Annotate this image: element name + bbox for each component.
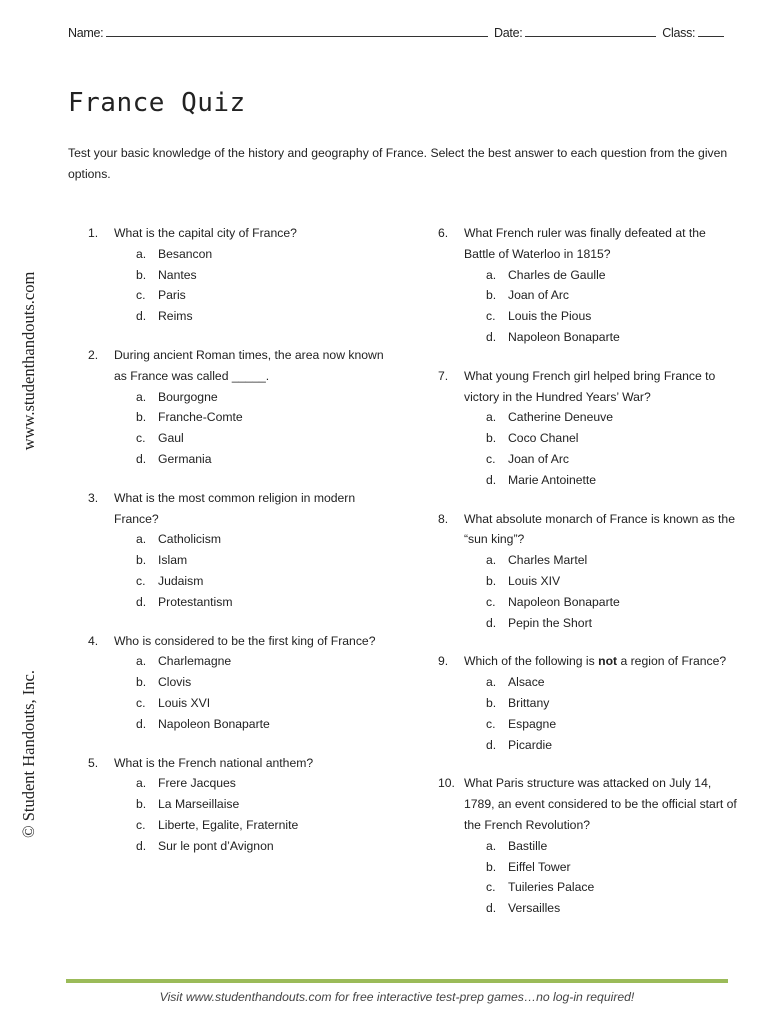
answer-option[interactable] [438, 285, 738, 306]
option-text: Eiffel Tower [508, 859, 571, 874]
option-text: Louis XIV [508, 573, 561, 588]
question-stem [88, 345, 388, 387]
answer-option[interactable] [88, 672, 388, 693]
question-5 [88, 753, 388, 857]
question-6 [438, 223, 738, 348]
option-text: Napoleon Bonaparte [508, 329, 620, 344]
answer-option[interactable] [88, 693, 388, 714]
option-letter: a. [136, 246, 147, 261]
option-text: Nantes [158, 267, 197, 282]
option-letter: c. [136, 288, 146, 303]
answer-option[interactable] [88, 836, 388, 857]
question-8 [438, 509, 738, 634]
answer-option[interactable] [438, 428, 738, 449]
answer-option[interactable] [88, 714, 388, 735]
option-text: Pepin the Short [508, 615, 593, 630]
answer-option[interactable] [438, 714, 738, 735]
option-letter: d. [486, 329, 497, 344]
question-3 [88, 488, 388, 613]
answer-options [88, 651, 388, 734]
question-2 [88, 345, 388, 470]
answer-option[interactable] [438, 306, 738, 327]
name-blank[interactable] [106, 36, 488, 37]
question-7 [438, 366, 738, 491]
class-blank[interactable] [698, 36, 724, 37]
question-stem [438, 366, 738, 408]
answer-option[interactable] [88, 407, 388, 428]
question-number: 2. [88, 347, 99, 362]
option-letter: d. [136, 594, 147, 609]
option-text: Liberte, Egalite, Fraternite [158, 817, 299, 832]
question-number: 1. [88, 226, 99, 240]
answer-option[interactable] [438, 898, 738, 919]
answer-option[interactable] [438, 327, 738, 348]
option-text: Louis the Pious [508, 309, 592, 324]
option-letter: d. [136, 451, 147, 466]
option-text: Protestantism [158, 594, 233, 609]
answer-option[interactable] [88, 773, 388, 794]
option-text: Charlemagne [158, 654, 232, 669]
answer-options [438, 407, 738, 490]
option-letter: b. [136, 675, 147, 690]
option-letter: d. [486, 737, 497, 752]
question-text: What is the most common religion in modern France? [114, 490, 356, 526]
option-letter: b. [136, 267, 147, 282]
question-text: What Paris structure was attacked on July 14, 1789, an event considered to be the official start of the French Revolution? [464, 776, 737, 832]
question-1 [88, 223, 388, 327]
question-stem [438, 651, 738, 672]
option-text: Joan of Arc [508, 288, 569, 303]
answer-option[interactable] [438, 592, 738, 613]
option-text: Coco Chanel [508, 431, 579, 446]
question-text: What young French girl helped bring France to victory in the Hundred Years’ War? [464, 368, 716, 404]
answer-option[interactable] [438, 407, 738, 428]
side-copyright-text: © Student Handouts, Inc. [19, 670, 38, 838]
question-stem [438, 773, 738, 835]
answer-option[interactable] [438, 735, 738, 756]
option-letter: b. [486, 288, 497, 303]
answer-option[interactable] [88, 244, 388, 265]
option-text: Alsace [508, 675, 545, 690]
footer-divider [66, 979, 728, 983]
option-letter: b. [486, 573, 497, 588]
question-text [464, 651, 738, 672]
answer-options [438, 265, 738, 348]
answer-option[interactable] [438, 877, 738, 898]
answer-option[interactable] [88, 571, 388, 592]
option-letter: a. [486, 267, 497, 282]
option-letter: c. [486, 880, 496, 895]
question-text: What is the French national anthem? [114, 755, 314, 770]
option-letter: a. [136, 532, 147, 547]
answer-option[interactable] [88, 550, 388, 571]
student-info-header [68, 18, 724, 40]
option-letter: b. [486, 859, 497, 874]
answer-options [88, 529, 388, 612]
question-text: What absolute monarch of France is known as the “sun king”? [464, 511, 735, 547]
answer-options [88, 773, 388, 856]
option-letter: c. [136, 573, 146, 588]
option-text: Tuileries Palace [508, 880, 595, 895]
question-number: 5. [88, 755, 99, 770]
answer-option[interactable] [438, 857, 738, 878]
answer-option[interactable] [88, 306, 388, 327]
option-letter: a. [486, 838, 497, 853]
answer-options [438, 550, 738, 633]
answer-options [438, 672, 738, 755]
question-stem [438, 509, 738, 551]
option-text: Gaul [158, 431, 184, 446]
question-stem [88, 753, 388, 774]
option-text: Besancon [158, 246, 213, 261]
page-title: France Quiz [68, 88, 246, 118]
question-number: 4. [88, 633, 99, 648]
option-letter: b. [136, 797, 147, 812]
option-text: Bastille [508, 838, 548, 853]
option-letter: a. [486, 410, 497, 425]
option-text: Marie Antoinette [508, 472, 597, 487]
answer-option[interactable] [88, 815, 388, 836]
answer-option[interactable] [88, 387, 388, 408]
option-text: Espagne [508, 716, 557, 731]
question-4 [88, 631, 388, 735]
answer-option[interactable] [438, 672, 738, 693]
answer-options [88, 244, 388, 327]
option-letter: a. [136, 389, 147, 404]
option-text: Sur le pont d’Avignon [158, 838, 274, 853]
question-number: 9. [438, 654, 449, 669]
question-9 [438, 651, 738, 755]
option-text: Paris [158, 288, 186, 303]
question-text-part: a region of France? [617, 654, 727, 669]
option-letter: c. [486, 716, 496, 731]
option-letter: b. [486, 695, 497, 710]
option-text: Franche-Comte [158, 410, 243, 425]
answer-option[interactable] [88, 265, 388, 286]
option-text: Catherine Deneuve [508, 410, 614, 425]
answer-option[interactable] [88, 529, 388, 550]
option-text: Louis XVI [158, 695, 211, 710]
option-letter: d. [486, 901, 497, 916]
side-website-text: www.studenthandouts.com [19, 271, 38, 451]
questions-column-left [88, 223, 388, 875]
question-text: During ancient Roman times, the area now known as France was called _____. [114, 347, 384, 383]
option-text: Napoleon Bonaparte [158, 716, 270, 731]
option-letter: d. [486, 472, 497, 487]
option-text: Islam [158, 553, 188, 568]
option-text: Catholicism [158, 532, 221, 547]
option-letter: c. [486, 451, 496, 466]
question-text: What is the capital city of France? [114, 226, 297, 240]
answer-option[interactable] [438, 550, 738, 571]
answer-options [438, 836, 738, 919]
option-letter: b. [136, 410, 147, 425]
option-letter: c. [486, 594, 496, 609]
question-text: Who is considered to be the first king of France? [114, 633, 376, 648]
question-10 [438, 773, 738, 919]
answer-option[interactable] [438, 613, 738, 634]
instructions: Test your basic knowledge of the history and geography of France. Select the best answer to each question from the given options. [68, 146, 728, 181]
question-number: 10. [438, 776, 455, 791]
answer-option[interactable] [88, 285, 388, 306]
option-letter: c. [136, 431, 146, 446]
question-number: 3. [88, 490, 99, 505]
answer-option[interactable] [438, 470, 738, 491]
answer-option[interactable] [438, 449, 738, 470]
option-text: Clovis [158, 675, 192, 690]
question-text-emphasis: not [598, 654, 618, 669]
option-letter: b. [136, 553, 147, 568]
option-text: Frere Jacques [158, 776, 236, 791]
name-label: Name: [68, 26, 104, 40]
question-number: 6. [438, 226, 449, 240]
option-letter: a. [486, 553, 497, 568]
answer-options [88, 387, 388, 470]
option-text: Judaism [158, 573, 204, 588]
option-text: Picardie [508, 737, 553, 752]
answer-option[interactable] [438, 265, 738, 286]
date-blank[interactable] [525, 36, 656, 37]
option-text: Brittany [508, 695, 550, 710]
option-text: Reims [158, 309, 193, 324]
footer-note: Visit www.studenthandouts.com for free interactive test-prep games…no log-in required! [159, 990, 635, 1004]
option-letter: d. [136, 716, 147, 731]
question-text-part: Which of the following is [464, 654, 599, 669]
option-letter: d. [136, 309, 147, 324]
option-letter: c. [486, 309, 496, 324]
answer-option[interactable] [88, 449, 388, 470]
answer-option[interactable] [88, 651, 388, 672]
option-letter: b. [486, 431, 497, 446]
answer-option[interactable] [88, 428, 388, 449]
option-text: Versailles [508, 901, 561, 916]
option-letter: a. [136, 654, 147, 669]
question-stem [88, 631, 388, 652]
answer-option[interactable] [88, 794, 388, 815]
question-text: What French ruler was finally defeated at the Battle of Waterloo in 1815? [464, 226, 706, 261]
option-text: Charles de Gaulle [508, 267, 606, 282]
answer-option[interactable] [438, 693, 738, 714]
question-stem [438, 223, 738, 265]
option-letter: d. [486, 615, 497, 630]
option-letter: a. [136, 776, 147, 791]
answer-option[interactable] [438, 836, 738, 857]
questions-column-right [438, 223, 738, 937]
date-label: Date: [494, 26, 523, 40]
option-letter: a. [486, 675, 497, 690]
answer-option[interactable] [88, 592, 388, 613]
question-number: 8. [438, 511, 449, 526]
class-label: Class: [662, 26, 696, 40]
option-letter: d. [136, 838, 147, 853]
option-text: Charles Martel [508, 553, 588, 568]
answer-option[interactable] [438, 571, 738, 592]
question-number: 7. [438, 368, 449, 383]
question-stem [88, 488, 388, 530]
option-text: Bourgogne [158, 389, 218, 404]
option-text: Joan of Arc [508, 451, 569, 466]
option-text: Napoleon Bonaparte [508, 594, 620, 609]
question-stem [88, 223, 388, 244]
option-text: La Marseillaise [158, 797, 240, 812]
option-letter: c. [136, 695, 146, 710]
option-letter: c. [136, 817, 146, 832]
option-text: Germania [158, 451, 212, 466]
